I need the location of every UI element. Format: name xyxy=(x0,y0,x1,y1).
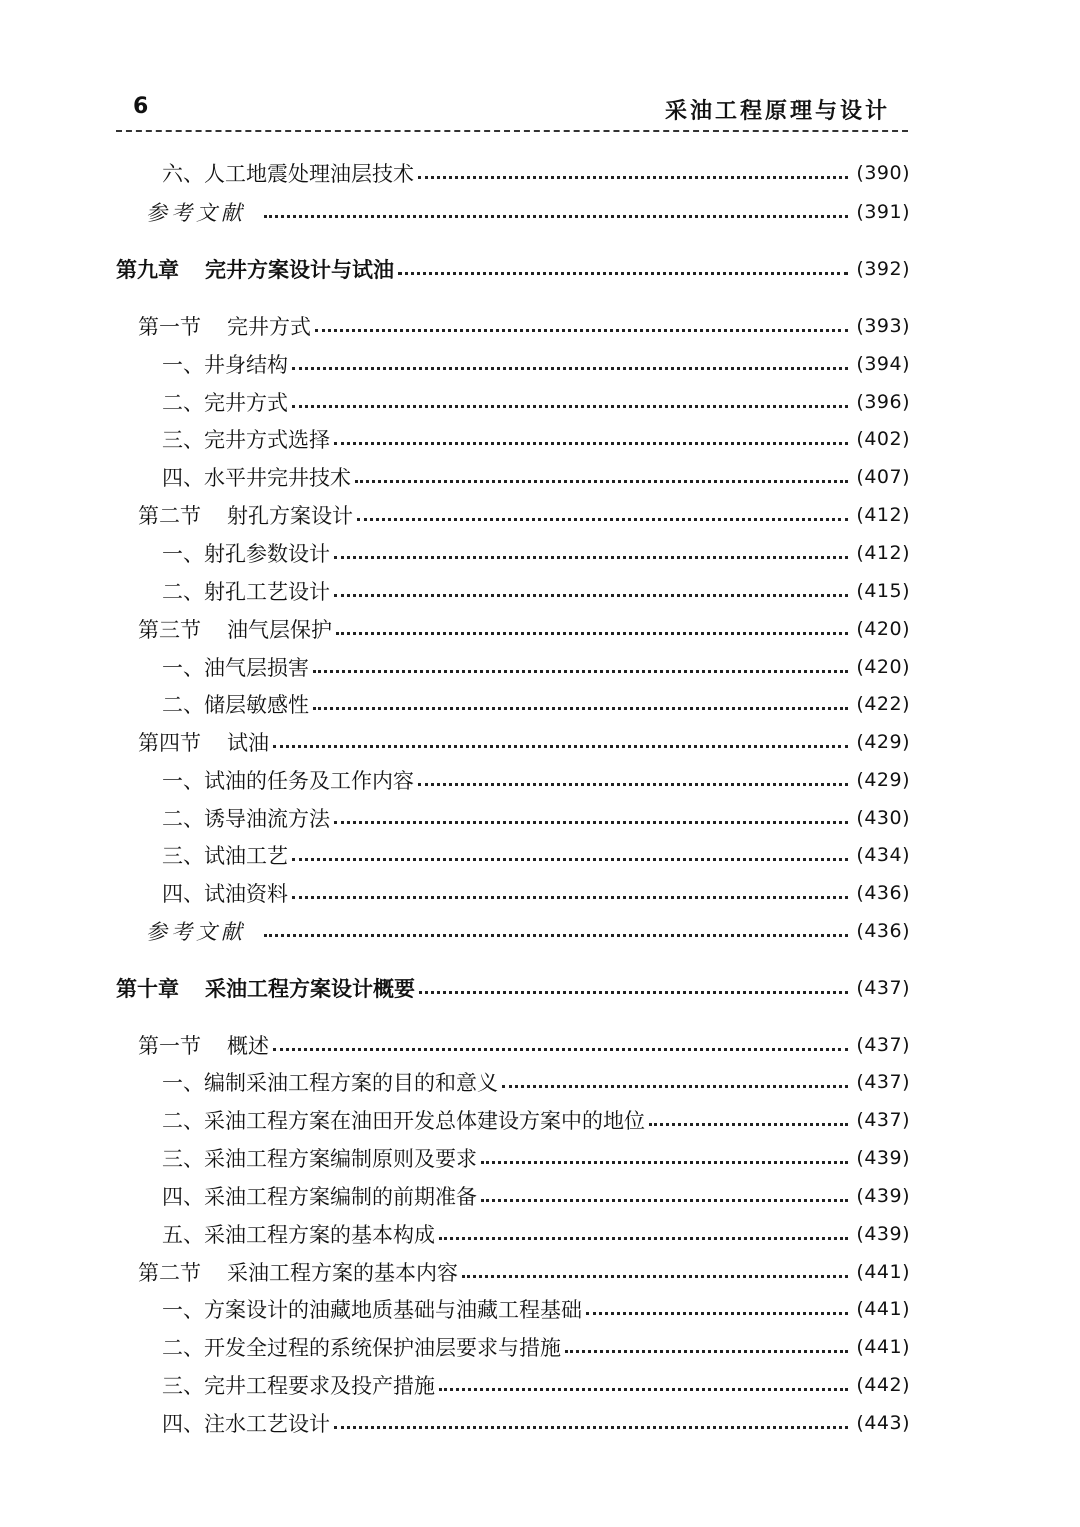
toc-title: 五、采油工程方案的基本构成 xyxy=(162,1223,435,1247)
toc-number: 第十章 xyxy=(116,976,179,1001)
dot-leader xyxy=(273,1048,848,1051)
toc-title: 采油工程方案设计概要 xyxy=(205,976,415,1001)
toc-label xyxy=(162,1332,561,1362)
toc-title: 三、采油工程方案编制原则及要求 xyxy=(162,1147,477,1171)
dot-leader xyxy=(315,329,848,332)
dot-leader xyxy=(439,1388,848,1391)
toc-page-number: (422) xyxy=(856,693,910,715)
dot-leader xyxy=(292,858,848,861)
toc-title: 试油 xyxy=(227,731,269,755)
toc-label xyxy=(116,254,394,284)
toc-page-number: (437) xyxy=(856,1109,910,1131)
toc-section xyxy=(138,724,910,760)
toc-item xyxy=(162,1064,910,1100)
toc-label xyxy=(162,462,351,492)
toc-page-number: (441) xyxy=(856,1298,910,1320)
toc-title: 四、试油资料 xyxy=(162,882,288,906)
toc-title: 一、井身结构 xyxy=(162,353,288,377)
toc-item xyxy=(162,155,910,191)
toc-page-number: (437) xyxy=(856,1034,910,1056)
toc-page-number: (434) xyxy=(856,844,910,866)
toc-page-number: (442) xyxy=(856,1374,910,1396)
toc-page-number: (420) xyxy=(856,656,910,678)
running-title: 采油工程原理与设计 xyxy=(664,98,890,124)
dot-leader xyxy=(357,518,848,521)
toc-page-number: (390) xyxy=(856,162,910,184)
toc-item xyxy=(162,649,910,685)
toc-page-number: (429) xyxy=(856,769,910,791)
toc-label xyxy=(162,1181,477,1211)
dot-leader xyxy=(418,176,848,179)
page-number: 6 xyxy=(133,94,149,119)
toc-title: 概述 xyxy=(227,1034,269,1058)
toc-item xyxy=(162,459,910,495)
toc-title: 二、射孔工艺设计 xyxy=(162,580,330,604)
toc-number: 第四节 xyxy=(138,731,201,755)
toc-item xyxy=(162,837,910,873)
toc-title: 参考文献 xyxy=(146,920,246,944)
toc-item xyxy=(162,1367,910,1403)
toc-page-number: (439) xyxy=(856,1185,910,1207)
toc-label xyxy=(162,1294,582,1324)
toc-page-number: (396) xyxy=(856,391,910,413)
toc-page-number: (430) xyxy=(856,807,910,829)
toc-label xyxy=(162,1105,645,1135)
toc-page-number: (441) xyxy=(856,1261,910,1283)
toc-title: 四、注水工艺设计 xyxy=(162,1412,330,1436)
toc-references xyxy=(146,194,910,230)
toc-title: 射孔方案设计 xyxy=(227,504,353,528)
toc-page-number: (437) xyxy=(856,1071,910,1093)
toc-label xyxy=(162,1143,477,1173)
toc-page-number: (420) xyxy=(856,618,910,640)
toc-page-number: (436) xyxy=(856,920,910,942)
toc-item xyxy=(162,1329,910,1365)
toc-item xyxy=(162,573,910,609)
dot-leader xyxy=(292,405,848,408)
dot-leader xyxy=(334,556,848,559)
toc-title: 六、人工地震处理油层技术 xyxy=(162,162,414,186)
toc-title: 二、诱导油流方法 xyxy=(162,807,330,831)
toc-item xyxy=(162,384,910,420)
toc-label xyxy=(162,1370,435,1400)
toc-item xyxy=(162,421,910,457)
dot-leader xyxy=(649,1123,848,1126)
toc-label xyxy=(162,689,309,719)
dot-leader xyxy=(334,594,848,597)
toc-item xyxy=(162,875,910,911)
dot-leader xyxy=(313,707,848,710)
toc-title: 一、试油的任务及工作内容 xyxy=(162,769,414,793)
toc-item xyxy=(162,535,910,571)
toc-title: 一、射孔参数设计 xyxy=(162,542,330,566)
toc-label xyxy=(162,424,330,454)
toc-page-number: (443) xyxy=(856,1412,910,1434)
toc-title: 油气层保护 xyxy=(227,618,332,642)
toc-item xyxy=(162,346,910,382)
toc-page-number: (393) xyxy=(856,315,910,337)
toc-label xyxy=(138,1030,269,1060)
toc-title: 四、水平井完井技术 xyxy=(162,466,351,490)
dot-leader xyxy=(355,480,848,483)
dot-leader xyxy=(586,1312,848,1315)
dot-leader xyxy=(502,1085,848,1088)
toc-title: 三、试油工艺 xyxy=(162,844,288,868)
toc-label xyxy=(162,1219,435,1249)
dot-leader xyxy=(264,934,848,937)
toc-label xyxy=(162,765,414,795)
dot-leader xyxy=(334,1426,848,1429)
toc-page-number: (415) xyxy=(856,580,910,602)
toc-label xyxy=(146,197,246,227)
toc-section xyxy=(138,308,910,344)
toc-page-number: (437) xyxy=(856,977,910,999)
dot-leader xyxy=(439,1237,848,1240)
toc-item xyxy=(162,762,910,798)
toc-label xyxy=(146,916,246,946)
dot-leader xyxy=(334,821,848,824)
dot-leader xyxy=(462,1275,848,1278)
dot-leader xyxy=(565,1350,848,1353)
toc-title: 采油工程方案的基本内容 xyxy=(227,1261,458,1285)
toc-page-number: (429) xyxy=(856,731,910,753)
toc-number: 第三节 xyxy=(138,618,201,642)
toc-section xyxy=(138,611,910,647)
toc-item xyxy=(162,1405,910,1441)
toc-section xyxy=(138,497,910,533)
toc-section xyxy=(138,1027,910,1063)
toc-title: 三、完井方式选择 xyxy=(162,428,330,452)
toc-item xyxy=(162,1102,910,1138)
toc-label xyxy=(162,576,330,606)
toc-page-number: (392) xyxy=(856,258,910,280)
dot-leader xyxy=(292,896,848,899)
toc-label xyxy=(138,1257,458,1287)
dot-leader xyxy=(273,745,848,748)
toc-label xyxy=(162,840,288,870)
toc-chapter xyxy=(116,970,910,1006)
toc-label xyxy=(138,727,269,757)
dot-leader xyxy=(398,272,848,275)
toc-label xyxy=(162,1067,498,1097)
toc-label xyxy=(162,158,414,188)
toc-item xyxy=(162,1178,910,1214)
toc-title: 一、编制采油工程方案的目的和意义 xyxy=(162,1071,498,1095)
toc-item xyxy=(162,1216,910,1252)
dot-leader xyxy=(418,783,848,786)
toc-section xyxy=(138,1254,910,1290)
toc-page-number: (391) xyxy=(856,201,910,223)
dot-leader xyxy=(336,632,848,635)
toc-label xyxy=(116,973,415,1003)
toc-label xyxy=(138,614,332,644)
toc-label xyxy=(138,311,311,341)
toc-page-number: (439) xyxy=(856,1223,910,1245)
toc-page-number: (441) xyxy=(856,1336,910,1358)
toc-title: 一、油气层损害 xyxy=(162,656,309,680)
toc-label xyxy=(162,652,309,682)
toc-title: 二、采油工程方案在油田开发总体建设方案中的地位 xyxy=(162,1109,645,1133)
toc-item xyxy=(162,1140,910,1176)
dot-leader xyxy=(419,991,848,994)
toc-number: 第九章 xyxy=(116,257,179,282)
toc-page-number: (394) xyxy=(856,353,910,375)
header-rule xyxy=(116,130,908,132)
toc-title: 四、采油工程方案编制的前期准备 xyxy=(162,1185,477,1209)
toc-title: 完井方式 xyxy=(227,315,311,339)
toc-number: 第二节 xyxy=(138,1261,201,1285)
toc-label xyxy=(162,1408,330,1438)
toc-page-number: (402) xyxy=(856,428,910,450)
dot-leader xyxy=(313,670,848,673)
toc-title: 三、完井工程要求及投产措施 xyxy=(162,1374,435,1398)
toc-page-number: (436) xyxy=(856,882,910,904)
toc-title: 二、完井方式 xyxy=(162,391,288,415)
toc-label xyxy=(162,538,330,568)
toc-item xyxy=(162,800,910,836)
dot-leader xyxy=(481,1199,848,1202)
toc-title: 二、开发全过程的系统保护油层要求与措施 xyxy=(162,1336,561,1360)
toc-number: 第一节 xyxy=(138,315,201,339)
toc-page-number: (412) xyxy=(856,542,910,564)
toc-title: 参考文献 xyxy=(146,201,246,225)
toc-number: 第一节 xyxy=(138,1034,201,1058)
toc-label xyxy=(162,387,288,417)
toc-label xyxy=(162,878,288,908)
toc-page-number: (439) xyxy=(856,1147,910,1169)
toc-references xyxy=(146,913,910,949)
toc-label xyxy=(162,349,288,379)
toc-title: 二、储层敏感性 xyxy=(162,693,309,717)
toc-title: 一、方案设计的油藏地质基础与油藏工程基础 xyxy=(162,1298,582,1322)
toc-page-number: (407) xyxy=(856,466,910,488)
toc-item xyxy=(162,1291,910,1327)
toc-chapter xyxy=(116,251,910,287)
dot-leader xyxy=(481,1161,848,1164)
dot-leader xyxy=(292,367,848,370)
toc-title: 完井方案设计与试油 xyxy=(205,257,394,282)
toc-item xyxy=(162,686,910,722)
toc-label xyxy=(162,803,330,833)
dot-leader xyxy=(264,215,848,218)
toc-label xyxy=(138,500,353,530)
toc-page-number: (412) xyxy=(856,504,910,526)
dot-leader xyxy=(334,442,848,445)
toc-number: 第二节 xyxy=(138,504,201,528)
